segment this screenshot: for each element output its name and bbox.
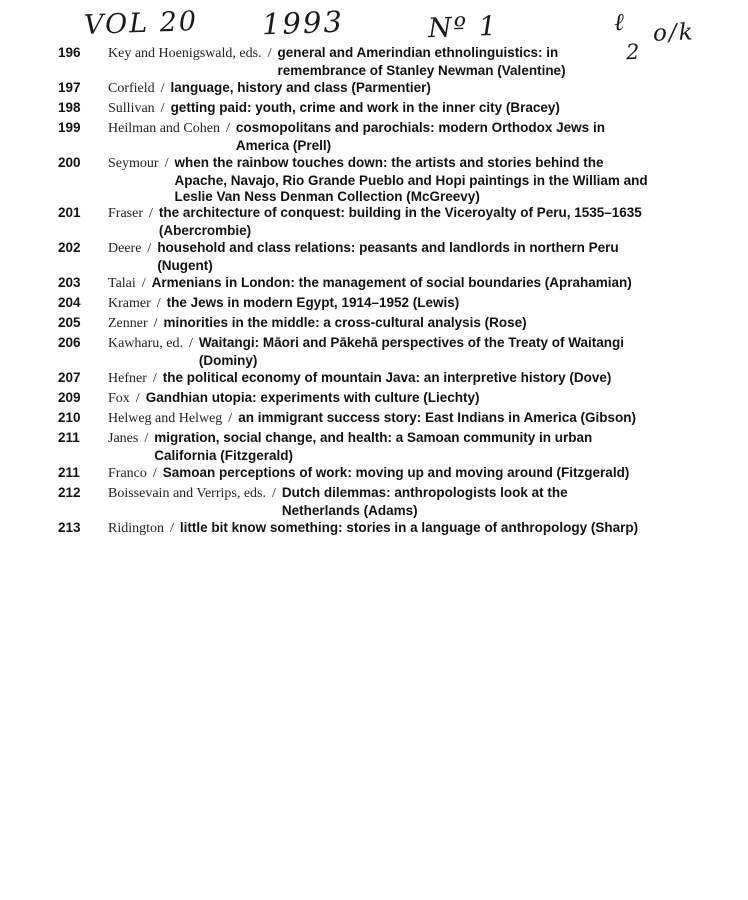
- entry-number: 207: [58, 370, 81, 385]
- entry-separator: /: [225, 121, 230, 136]
- entry-text: [108, 295, 708, 313]
- entry-number: 202: [58, 240, 81, 255]
- entry-author: Franco: [108, 466, 147, 481]
- entry-number: 211: [58, 430, 80, 445]
- entry-separator: /: [164, 156, 169, 171]
- entry-separator: /: [144, 431, 149, 446]
- entry-text: [108, 335, 708, 353]
- entry-title-continued: Leslie Van Ness Denman Collection (McGreevy): [174, 189, 480, 204]
- entry-text: [108, 155, 708, 173]
- entry-title: minorities in the middle: a cross-cultural analysis (Rose): [163, 315, 527, 330]
- entry-text: [108, 80, 708, 98]
- list-item: [0, 120, 748, 154]
- entry-text: [108, 430, 708, 448]
- entry-title: the Jews in modern Egypt, 1914–1952 (Lewis): [166, 295, 460, 310]
- handwritten-year: 1993: [261, 4, 345, 42]
- list-item: [0, 155, 748, 206]
- entry-title-continued: (Nugent): [157, 257, 213, 273]
- list-item: [0, 205, 748, 239]
- entry-number: 213: [58, 520, 81, 535]
- entry-title: Dutch dilemmas: anthropologists look at the: [281, 485, 568, 500]
- entry-author: Fraser: [108, 206, 143, 221]
- entry-title: when the rainbow touches down: the artists and stories behind the: [174, 155, 604, 170]
- entry-author: Kawharu, ed.: [108, 336, 184, 351]
- entry-title-continued: Apache, Navajo, Rio Grande Pueblo and Hopi paintings in the William and: [174, 172, 648, 188]
- list-item: [0, 80, 748, 99]
- entry-title: Waitangi: Māori and Pākehā perspectives of the Treaty of Waitangi: [198, 335, 625, 350]
- entry-title-continued: remembrance of Stanley Newman (Valentine): [277, 62, 566, 78]
- entry-separator: /: [152, 466, 157, 481]
- entry-title: Armenians in London: the management of social boundaries (Aprahamian): [151, 275, 632, 290]
- handwritten-ok: o/k: [652, 19, 695, 47]
- entry-title-continued: California (Fitzgerald): [154, 447, 293, 463]
- entry-title: the architecture of conquest: building in the Viceroyalty of Peru, 1535–1635: [158, 205, 642, 220]
- handwritten-number: Nº 1: [427, 10, 499, 45]
- entry-text: [108, 465, 708, 483]
- handwritten-volume: VOL 20: [83, 6, 199, 41]
- entry-author: Janes: [108, 431, 139, 446]
- entry-text: [108, 205, 708, 223]
- entry-author: Hefner: [108, 371, 147, 386]
- entry-number: 198: [58, 100, 81, 115]
- list-item: [0, 295, 748, 314]
- entry-title: Gandhian utopia: experiments with culture (Liechty): [145, 390, 480, 405]
- entry-number: 211: [58, 465, 80, 480]
- handwritten-mark: ℓ: [613, 7, 627, 37]
- entry-title-continued: (Dominy): [198, 352, 258, 368]
- list-item: [0, 315, 748, 334]
- list-item: [0, 335, 748, 369]
- entry-author: Corfield: [108, 81, 155, 96]
- entry-title: general and Amerindian ethnolinguistics: in: [277, 45, 559, 60]
- entry-author: Boissevain and Verrips, eds.: [108, 486, 266, 501]
- entry-text: [108, 390, 708, 408]
- list-item: [0, 485, 748, 519]
- entry-number: 206: [58, 335, 81, 350]
- list-item: [0, 275, 748, 294]
- entry-title: household and class relations: peasants and landlords in northern Peru: [157, 240, 619, 255]
- entry-text: [108, 240, 708, 258]
- list-item: [0, 100, 748, 119]
- entry-author: Kramer: [108, 296, 151, 311]
- entry-author: Ridington: [108, 521, 165, 536]
- entry-separator: /: [228, 411, 233, 426]
- entry-separator: /: [160, 101, 165, 116]
- entry-separator: /: [160, 81, 165, 96]
- entry-separator: /: [189, 336, 193, 351]
- entry-separator: /: [135, 391, 140, 406]
- entry-text: [108, 275, 708, 293]
- entry-author: Helweg and Helweg: [108, 411, 223, 426]
- entry-separator: /: [272, 486, 276, 501]
- entry-author: Talai: [108, 276, 136, 291]
- entry-separator: /: [170, 521, 174, 536]
- entry-author: Fox: [108, 391, 130, 406]
- entry-title-continued: America (Prell): [235, 137, 332, 153]
- entry-author: Zenner: [108, 316, 148, 331]
- entry-text: [108, 315, 708, 333]
- entry-title: language, history and class (Parmentier): [170, 80, 431, 95]
- entry-separator: /: [152, 371, 157, 386]
- list-item: [0, 465, 748, 484]
- list-item: [0, 390, 748, 409]
- entry-number: 200: [58, 155, 81, 170]
- entry-number: 196: [58, 45, 81, 60]
- list-item: [0, 410, 748, 429]
- entry-text: [108, 410, 708, 428]
- list-item: [0, 45, 748, 79]
- entry-number: 197: [58, 80, 81, 95]
- handwritten-two: 2: [625, 39, 642, 65]
- entry-title: migration, social change, and health: a Samoan community in urban: [154, 430, 593, 445]
- list-item: [0, 370, 748, 389]
- entry-author: Deere: [108, 241, 142, 256]
- entry-number: 199: [58, 120, 81, 135]
- entry-title: the political economy of mountain Java: an interpretive history (Dove): [162, 370, 612, 385]
- entry-number: 205: [58, 315, 81, 330]
- entry-author: Key and Hoenigswald, eds.: [108, 46, 262, 61]
- entry-title: getting paid: youth, crime and work in the inner city (Bracey): [170, 100, 560, 115]
- entry-separator: /: [156, 296, 161, 311]
- entry-separator: /: [141, 276, 146, 291]
- entry-number: 212: [58, 485, 81, 500]
- entry-title-continued: (Abercrombie): [158, 222, 252, 238]
- entry-title-continued: Netherlands (Adams): [281, 502, 418, 518]
- entry-author: Heilman and Cohen: [108, 121, 220, 136]
- entry-text: [108, 370, 708, 388]
- entry-text: [108, 120, 708, 138]
- entry-title: Samoan perceptions of work: moving up and moving around (Fitzgerald): [162, 465, 630, 480]
- entry-separator: /: [149, 206, 153, 221]
- entry-separator: /: [147, 241, 152, 256]
- entry-separator: /: [267, 46, 272, 61]
- list-item: [0, 430, 748, 464]
- entry-text: [108, 100, 708, 118]
- entry-title: cosmopolitans and parochials: modern Orthodox Jews in: [235, 120, 605, 135]
- list-item: [0, 520, 748, 539]
- entry-number: 209: [58, 390, 81, 405]
- entry-title: little bit know something: stories in a language of anthropology (Sharp): [179, 520, 639, 535]
- entry-number: 204: [58, 295, 81, 310]
- entry-number: 203: [58, 275, 81, 290]
- list-item: [0, 240, 748, 274]
- entry-text: [108, 485, 708, 503]
- entry-title: an immigrant success story: East Indians in America (Gibson): [238, 410, 637, 425]
- entry-separator: /: [153, 316, 158, 331]
- entry-author: Sullivan: [108, 101, 155, 116]
- entry-author: Seymour: [108, 156, 159, 171]
- entry-text: [108, 45, 708, 63]
- entry-text: [108, 520, 708, 538]
- entry-number: 210: [58, 410, 81, 425]
- entry-number: 201: [58, 205, 81, 220]
